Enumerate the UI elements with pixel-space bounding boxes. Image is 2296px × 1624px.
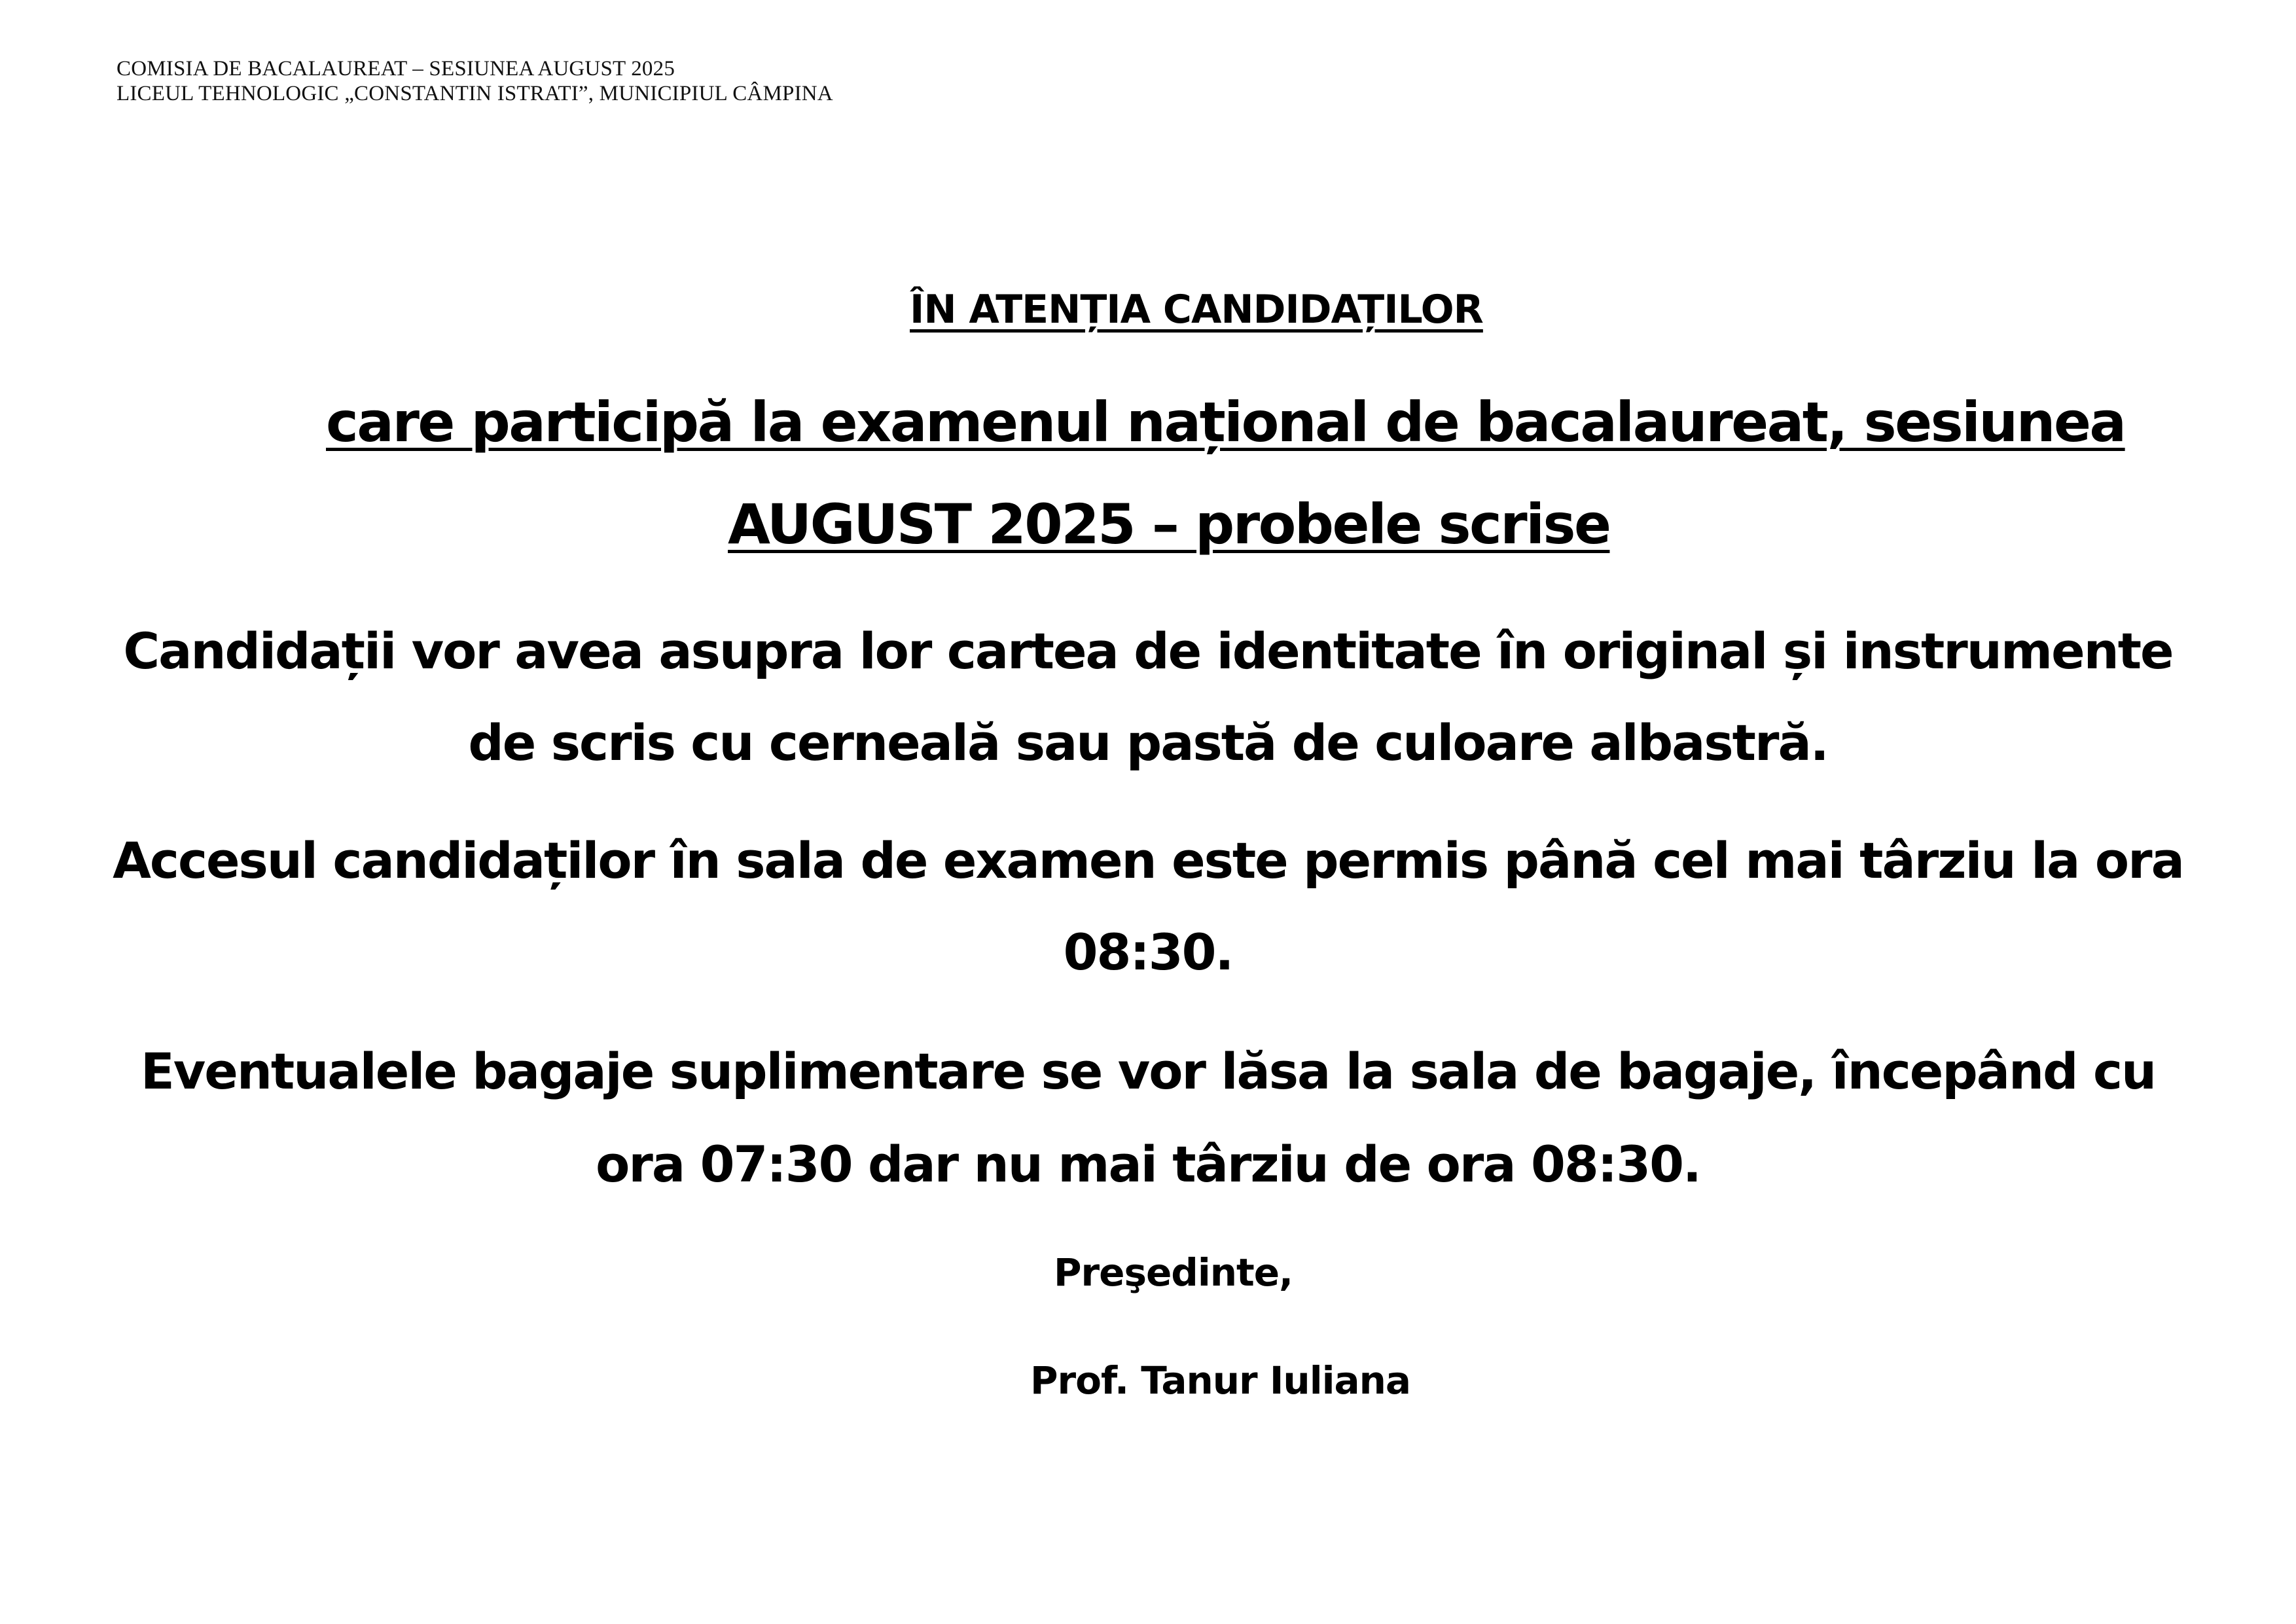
signature-title: Preşedinte, bbox=[1054, 1250, 1293, 1295]
identity-requirement-line-1: Candidații vor avea asupra lor cartea de identitate în original și instrumente bbox=[123, 622, 2173, 680]
access-time-line-1: Accesul candidaților în sala de examen este permis până cel mai târziu la ora bbox=[113, 831, 2183, 890]
identity-requirement-line-2: de scris cu cerneală sau pastă de culoare albastră. bbox=[468, 713, 1828, 772]
access-time-line-2: 08:30. bbox=[1063, 923, 1233, 981]
notice-subtitle-line-1: care participă la examenul național de bacalaureat, sesiunea bbox=[326, 390, 2125, 454]
attention-heading: ÎN ATENȚIA CANDIDAȚILOR bbox=[910, 287, 1483, 333]
luggage-instructions-line-1: Eventualele bagaje suplimentare se vor lăsa la sala de bagaje, începând cu bbox=[140, 1042, 2156, 1100]
header-commission-line: COMISIA DE BACALAUREAT – SESIUNEA AUGUST 2025 bbox=[117, 57, 675, 81]
luggage-instructions-line-2: ora 07:30 dar nu mai târziu de ora 08:30. bbox=[596, 1135, 1700, 1193]
document-header bbox=[117, 56, 833, 106]
header-school-line: LICEUL TEHNOLOGIC „CONSTANTIN ISTRATI”, MUNICIPIUL CÂMPINA bbox=[117, 82, 833, 105]
notice-subtitle-line-2: AUGUST 2025 – probele scrise bbox=[728, 492, 1610, 556]
signature-name: Prof. Tanur Iuliana bbox=[1030, 1358, 1411, 1403]
